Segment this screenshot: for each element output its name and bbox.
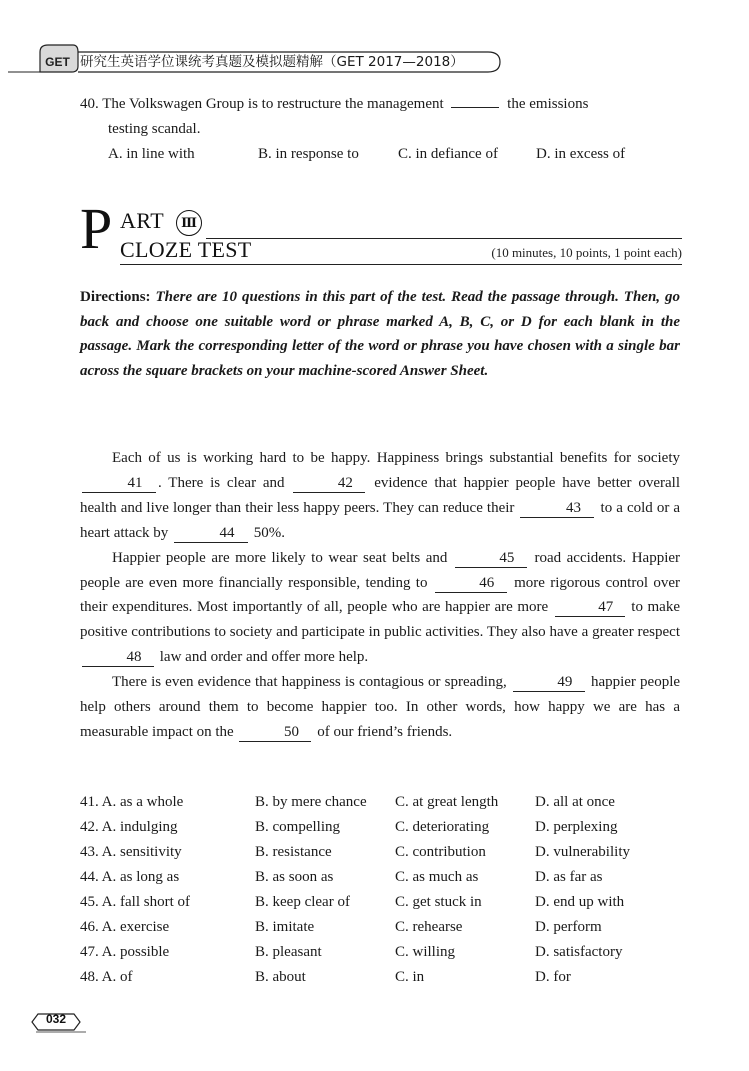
- passage-text: evidence that happier people have better overall health and live longer than their less happy peers. They can reduce their: [80, 474, 680, 516]
- passage-paragraph-2: [80, 546, 680, 671]
- option-d: D. in excess of: [536, 146, 626, 162]
- choice-option-c: C. get stuck in: [395, 894, 482, 910]
- passage-text: There is even evidence that happiness is contagious or spreading,: [112, 674, 507, 691]
- choice-option-b: B. imitate: [255, 919, 315, 935]
- choice-option-b: B. compelling: [255, 819, 340, 835]
- choice-option-d: D. end up with: [535, 894, 625, 910]
- directions-label: Directions:: [80, 289, 151, 305]
- part-rule-bottom: [120, 264, 682, 265]
- blank-41: 41: [82, 474, 156, 493]
- blank-49: 49: [513, 673, 585, 692]
- choice-option-c: C. contribution: [395, 844, 486, 860]
- blank-44: 44: [174, 524, 248, 543]
- choice-option-b: B. pleasant: [255, 944, 322, 960]
- question-40-text-c: testing scandal.: [108, 121, 201, 137]
- passage-text: Each of us is working hard to be happy. Happiness brings substantial benefits for society: [112, 450, 680, 466]
- blank-50: 50: [239, 723, 311, 742]
- choice-option-c: C. at great length: [395, 794, 499, 810]
- question-40-stem: [80, 92, 685, 142]
- passage-text: happier people help others around them to become happier too. In other words, how happy we are has a measurable impact on the: [80, 674, 681, 740]
- answer-choices: [80, 794, 690, 994]
- choice-option-b: B. resistance: [255, 844, 332, 860]
- passage-text: Happier people are more likely to wear seat belts and: [112, 549, 448, 566]
- question-40-text: 40. The Volkswagen Group is to restructure the management: [80, 96, 444, 112]
- choice-option-d: D. for: [535, 969, 571, 985]
- option-a: A. in line with: [108, 146, 195, 162]
- choice-row: [80, 969, 690, 994]
- choice-row: [80, 844, 690, 869]
- passage-text: to a cold or a heart attack by: [80, 499, 681, 541]
- choice-row: [80, 869, 690, 894]
- blank-45: 45: [455, 549, 527, 568]
- part-heading: [80, 196, 682, 274]
- choice-option-b: B. as soon as: [255, 869, 334, 885]
- choice-option-a: 41. A. as a whole: [80, 794, 184, 810]
- part-rule-top: [206, 238, 682, 239]
- question-40-blank: [451, 93, 499, 108]
- choice-option-a: 42. A. indulging: [80, 819, 178, 835]
- choice-option-d: D. as far as: [535, 869, 603, 885]
- choice-option-c: C. deteriorating: [395, 819, 490, 835]
- choice-option-a: 45. A. fall short of: [80, 894, 190, 910]
- choice-row: [80, 894, 690, 919]
- passage-text: to make positive contributions to society and participate in public activities. They also have a greater respect: [80, 599, 680, 641]
- choice-option-b: B. about: [255, 969, 306, 985]
- part-word: ART: [120, 208, 165, 233]
- question-40-text-b: the emissions: [507, 96, 589, 112]
- option-b: B. in response to: [258, 146, 359, 162]
- choice-option-a: 44. A. as long as: [80, 869, 180, 885]
- part-numeral: Ⅲ: [176, 210, 202, 236]
- passage-paragraph-1: [80, 446, 680, 546]
- header-frame-graphic: [0, 0, 749, 90]
- running-header: [0, 0, 749, 90]
- page-number-badge: [30, 1010, 90, 1034]
- choice-option-c: C. willing: [395, 944, 456, 960]
- choice-option-d: D. satisfactory: [535, 944, 623, 960]
- question-40: [80, 92, 685, 167]
- choice-option-b: B. keep clear of: [255, 894, 350, 910]
- cloze-passage: [80, 446, 680, 745]
- choice-option-c: C. in: [395, 969, 425, 985]
- choice-option-a: 48. A. of: [80, 969, 133, 985]
- option-c: C. in defiance of: [398, 146, 498, 162]
- blank-42: 42: [293, 474, 365, 493]
- part-big-letter: P: [80, 196, 113, 261]
- choice-option-a: 47. A. possible: [80, 944, 170, 960]
- part-meta: (10 minutes, 10 points, 1 point each): [491, 245, 682, 260]
- passage-text: road accidents. Happier people are even more financially responsible, tending to: [80, 549, 681, 591]
- directions-text: There are 10 questions in this part of the test. Read the passage through. Then, go back and choose one suitable word or phrase marked A, B, C, or D for each blank in the passage. Mark the corresponding letter of the word or phrase you have chosen with a single bar across the square brackets on your machine-scored Answer Sheet.: [80, 289, 680, 379]
- choice-option-d: D. perform: [535, 919, 602, 935]
- directions: [80, 285, 680, 383]
- choice-option-d: D. perplexing: [535, 819, 618, 835]
- header-title: 研究生英语学位课统考真题及模拟题精解（GET 2017—2018）: [80, 54, 464, 70]
- blank-46: 46: [435, 574, 507, 593]
- header-badge: GET: [45, 55, 70, 69]
- part-title: CLOZE TEST: [120, 237, 252, 262]
- choice-option-a: 43. A. sensitivity: [80, 844, 182, 860]
- blank-47: 47: [555, 598, 625, 617]
- choice-row: [80, 819, 690, 844]
- question-40-options: [80, 142, 685, 167]
- passage-text: of our friend’s friends.: [317, 723, 453, 740]
- choice-option-c: C. as much as: [395, 869, 479, 885]
- choice-option-a: 46. A. exercise: [80, 919, 170, 935]
- choice-row: [80, 919, 690, 944]
- passage-text: more rigorous control over their expenditures. Most importantly of all, people who are happier are more: [80, 574, 680, 616]
- choice-row: [80, 794, 690, 819]
- page-number: 032: [45, 1012, 67, 1026]
- passage-paragraph-3: [80, 670, 680, 745]
- passage-text: 50%.: [253, 524, 286, 541]
- choice-option-c: C. rehearse: [395, 919, 463, 935]
- passage-text: . There is clear and: [158, 474, 285, 491]
- choice-option-d: D. all at once: [535, 794, 615, 810]
- choice-option-d: D. vulnerability: [535, 844, 630, 860]
- blank-48: 48: [82, 648, 154, 667]
- passage-text: law and order and offer more help.: [159, 649, 369, 666]
- blank-43: 43: [520, 499, 594, 518]
- choice-option-b: B. by mere chance: [255, 794, 367, 810]
- choice-row: [80, 944, 690, 969]
